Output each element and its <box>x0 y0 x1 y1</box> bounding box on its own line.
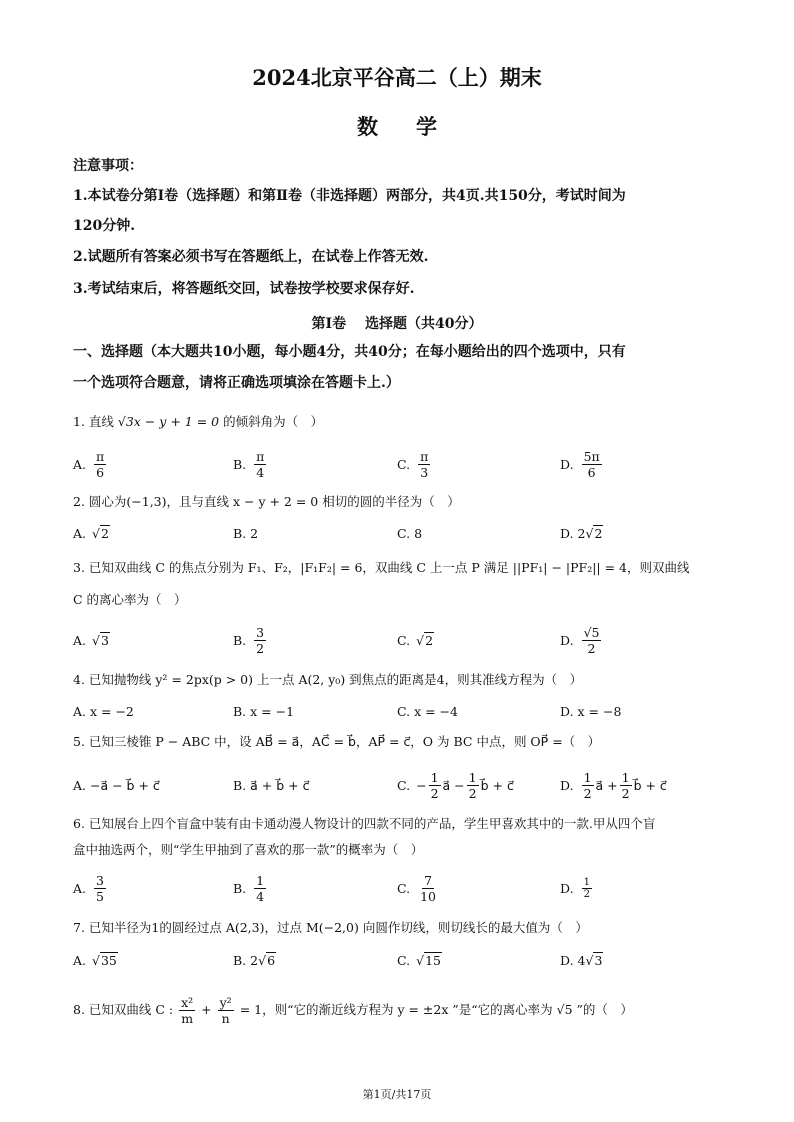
note-2: 2.试题所有答案必须书写在答题纸上，在试卷上作答无效. <box>73 249 429 265</box>
q6-option-c[interactable]: C. $\frac{7}{10}$ <box>397 872 436 904</box>
q1-option-b[interactable]: B. $\frac{\pi}{4}$ <box>233 448 265 480</box>
q1-option-a[interactable]: A. $\frac{\pi}{6}$ <box>73 448 105 480</box>
q7-option-d[interactable]: D. 4 √3 <box>560 952 603 968</box>
note-1b: 120分钟. <box>73 218 136 234</box>
q6-option-a[interactable]: A. $\frac{3}{5}$ <box>73 872 104 904</box>
q3-option-c[interactable]: C. √2 <box>397 632 434 648</box>
q1-option-d[interactable]: D. $\frac{5\pi}{6}$ <box>560 448 600 480</box>
q5-option-b[interactable]: B. a⃗ + b⃗ + c⃗ <box>233 777 310 793</box>
q2-option-d[interactable]: D. 2 √2 <box>560 525 603 541</box>
q3-option-d[interactable]: D. $\frac{√5}{2}$ <box>560 624 600 656</box>
q5-option-d[interactable]: D. $\frac{1}{2}$ a⃗ + $\frac{1}{2}$ b⃗ + c⃗ <box>560 769 667 801</box>
exam-subject: 数学 <box>357 114 475 139</box>
question-7: 7. 已知半径为1的圆经过点 A(2,3)，过点 M(−2,0) 向圆作切线，则切线长的最大值为（ ） <box>73 920 588 935</box>
q1-option-c[interactable]: C. $\frac{\pi}{3}$ <box>397 448 429 480</box>
q4-option-b[interactable]: B. x = −1 <box>233 703 295 719</box>
q3-option-b[interactable]: B. $\frac{3}{2}$ <box>233 624 265 656</box>
exam-title: 2024北京平谷高二（上）期末 <box>252 65 542 90</box>
note-3: 3.考试结束后，将答题纸交回，试卷按学校要求保存好. <box>73 281 415 297</box>
notes-heading: 注意事项： <box>73 158 143 174</box>
q7-options <box>73 940 733 980</box>
q1-equation: √3x − y + 1 = 0 <box>117 414 220 429</box>
q2-options <box>73 513 733 553</box>
q2-option-b[interactable]: B. 2 <box>233 525 259 541</box>
section-instr-2: 一个选项符合题意，请将正确选项填涂在答题卡上.） <box>73 375 400 391</box>
q6-options <box>73 868 733 908</box>
q5-option-a[interactable]: A. −a⃗ − b⃗ + c⃗ <box>73 777 160 793</box>
question-3-line-2: C 的离心率为（ ） <box>73 592 187 607</box>
q4-option-a[interactable]: A. x = −2 <box>73 703 134 719</box>
q3-option-a[interactable]: A. √3 <box>73 632 109 648</box>
q1-post: 的倾斜角为（ ） <box>223 414 324 429</box>
question-5: 5. 已知三棱锥 P − ABC 中，设 AB⃗ = a⃗，AC⃗ = b⃗，AP⃗ = c⃗，O 为 BC 中点，则 OP⃗ =（ ） <box>73 734 601 749</box>
q7-option-a[interactable]: A. √35 <box>73 952 117 968</box>
q4-option-d[interactable]: D. x = −8 <box>560 703 622 719</box>
q7-option-b[interactable]: B. 2 √6 <box>233 952 276 968</box>
question-3-line-1: 3. 已知双曲线 C 的焦点分别为 F₁、F₂，|F₁F₂| = 6，双曲线 C 上一点 P 满足 ||PF₁| − |PF₂|| = 4，则双曲线 <box>73 560 690 575</box>
q4-option-c[interactable]: C. x = −4 <box>397 703 458 719</box>
note-1a: 1.本试卷分第Ⅰ卷（选择题）和第Ⅱ卷（非选择题）两部分，共4页.共150分，考试时间为 <box>73 188 626 204</box>
question-6-line-1: 6. 已知展台上四个盲盒中装有由卡通动漫人物设计的四款不同的产品，学生甲喜欢其中的一款.甲从四个盲 <box>73 816 656 831</box>
question-8: 8. 已知双曲线 C : $\frac{\text{x²}}{m}$ + $\frac{\text{y²}}{n}$ = 1，则“它的渐近线方程为 y = ±2x ”是“它的离心率为 √5 ”的（ ） <box>73 995 633 1026</box>
q6-option-d[interactable]: D. $\frac{1}{2}$ <box>560 876 590 900</box>
question-6-line-2: 盒中抽选两个，则“学生甲抽到了喜欢的那一款”的概率为（ ） <box>73 842 424 857</box>
section-instr-1: 一、选择题（本大题共10小题，每小题4分，共40分；在每小题给出的四个选项中，只有 <box>73 344 626 360</box>
question-4: 4. 已知抛物线 y² = 2px(p > 0) 上一点 A(2, y₀) 到焦点的距离是4，则其准线方程为（ ） <box>73 672 583 687</box>
q3-options <box>73 620 733 660</box>
q6-option-b[interactable]: B. $\frac{1}{4}$ <box>233 872 265 904</box>
q2-option-a[interactable]: A. √2 <box>73 525 109 541</box>
q1-pre: 1. 直线 <box>73 414 114 429</box>
page-footer: 第1页/共17页 <box>362 1088 432 1101</box>
q1-options <box>73 444 733 484</box>
section-heading: 第Ⅰ卷 选择题（共40分） <box>311 316 483 332</box>
q5-options <box>73 765 733 805</box>
question-2: 2. 圆心为(−1,3)，且与直线 x − y + 2 = 0 相切的圆的半径为（ ） <box>73 494 460 509</box>
q2-option-c[interactable]: C. 8 <box>397 525 423 541</box>
question-1 <box>73 412 323 432</box>
q4-options <box>73 691 733 731</box>
q7-option-c[interactable]: C. √15 <box>397 952 441 968</box>
q5-option-c[interactable]: C. − $\frac{1}{2}$ a⃗ − $\frac{1}{2}$ b⃗ + c⃗ <box>397 769 514 801</box>
